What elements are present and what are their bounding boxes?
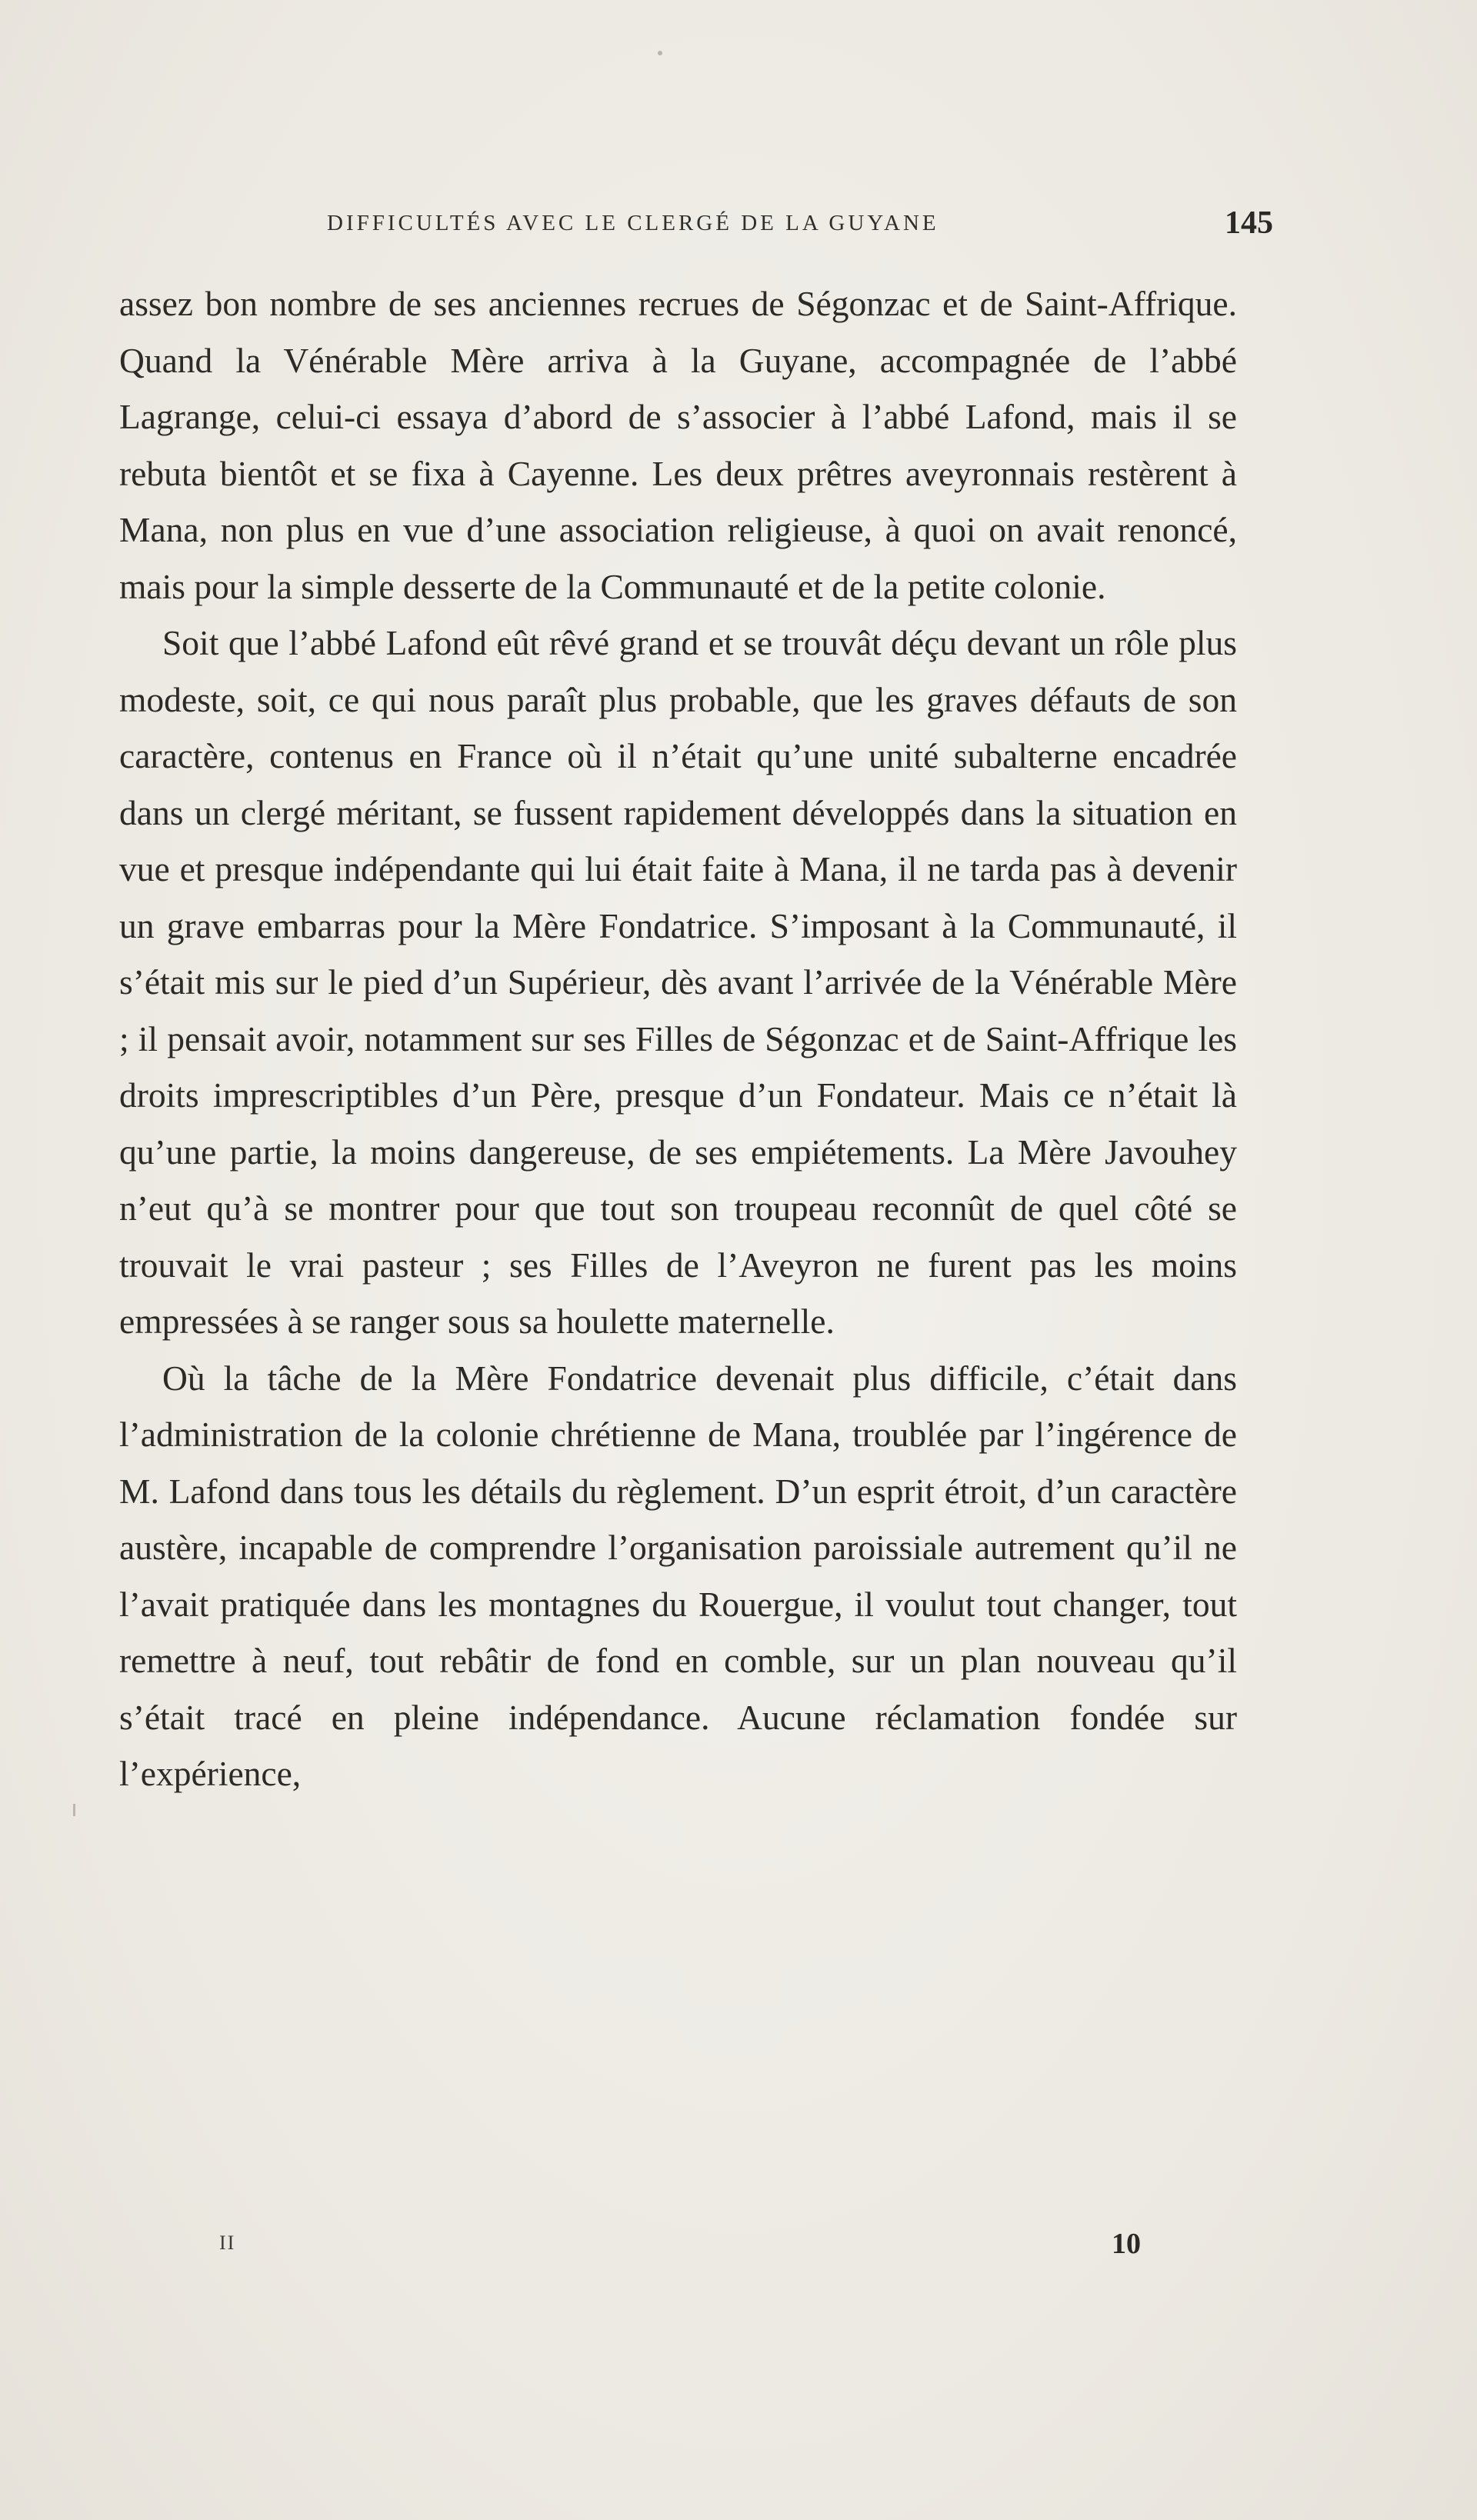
- margin-mark: [73, 1804, 75, 1816]
- running-header: [119, 202, 1273, 248]
- signature-number: 10: [1112, 2228, 1141, 2260]
- body-text: [119, 275, 1237, 1802]
- paper-speck: [658, 51, 662, 55]
- page-number: 145: [1225, 205, 1273, 241]
- paragraph-3: Où la tâche de la Mère Fondatrice devenait plus difficile, c’était dans l’administration de la colonie chrétienne de Mana, troublée par l’ingérence de M. Lafond dans tous les détails du règlement. D’un esprit étroit, d’un caractère austère, incapable de comprendre l’organisation paroissiale autrement qu’il ne l’avait pratiquée dans les montagnes du Rouergue, il voulut tout changer, tout remettre à neuf, tout rebâtir de fond en comble, sur un plan nouveau qu’il s’était tracé en pleine indépendance. Aucune réclamation fondée sur l’expérience,: [119, 1358, 1237, 1793]
- running-title: DIFFICULTÉS AVEC LE CLERGÉ DE LA GUYANE: [327, 211, 939, 235]
- paragraph-1: assez bon nombre de ses anciennes recrues de Ségonzac et de Saint-Affrique. Quand la Vénérable Mère arriva à la Guyane, accompagnée de l’abbé Lagrange, celui-ci essaya d’abord de s’associer à l’abbé Lafond, mais il se rebuta bientôt et se fixa à Cayenne. Les deux prêtres aveyronnais restèrent à Mana, non plus en vue d’une association religieuse, à quoi on avait renoncé, mais pour la simple desserte de la Communauté et de la petite colonie.: [119, 284, 1237, 606]
- paragraph-2: Soit que l’abbé Lafond eût rêvé grand et se trouvât déçu devant un rôle plus modeste, soit, ce qui nous paraît plus probable, que les graves défauts de son caractère, contenus en France où il n’était qu’une unité subalterne encadrée dans un clergé méritant, se fussent rapidement développés dans la situation en vue et presque indépendante qui lui était faite à Mana, il ne tarda pas à devenir un grave embarras pour la Mère Fondatrice. S’imposant à la Communauté, il s’était mis sur le pied d’un Supérieur, dès avant l’arrivée de la Vénérable Mère ; il pensait avoir, notamment sur ses Filles de Ségonzac et de Saint-Affrique les droits imprescriptibles d’un Père, presque d’un Fondateur. Mais ce n’était là qu’une partie, la moins dangereuse, de ses empiétements. La Mère Javouhey n’eut qu’à se montrer pour que tout son troupeau reconnût de quel côté se trouvait le vrai pasteur ; ses Filles de l’Aveyron ne furent pas les moins empressées à se ranger sous sa houlette maternelle.: [119, 623, 1237, 1341]
- signature-mark: II: [219, 2232, 236, 2254]
- page-footer: [119, 2227, 1237, 2273]
